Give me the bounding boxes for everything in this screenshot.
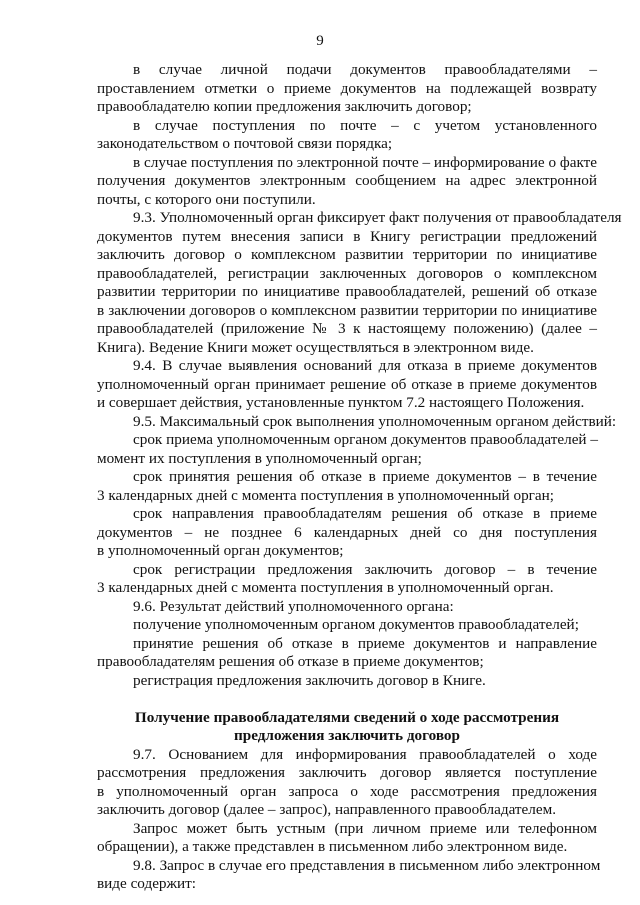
text-line: документов – не позднее 6 календарных дней со дня поступления	[97, 523, 597, 541]
text-line: получение уполномоченным органом документов правообладателей;	[133, 616, 579, 633]
text-line: законодательством о почтовой связи порядка;	[97, 135, 393, 152]
text-line: обращении), а также представлен в письменном либо электронном виде.	[97, 838, 568, 855]
text-line: 9.6. Результат действий уполномоченного органа:	[133, 597, 454, 615]
paragraph	[97, 505, 597, 561]
text-line: развитии территории по инициативе правообладателей, решений об отказе	[97, 283, 597, 300]
text-line: правообладателю копии предложения заключить договор;	[97, 98, 472, 115]
paragraph	[97, 412, 617, 432]
heading-line: предложения заключить договор	[234, 727, 460, 744]
text-line: рассмотрения предложения заключить договор является поступление	[97, 764, 597, 781]
text-line: 3 календарных дней с момента поступления в уполномоченный орган.	[97, 579, 554, 596]
text-line: 9.7. Основанием для информирования правообладателей о ходе	[133, 745, 597, 763]
paragraph	[97, 856, 601, 894]
text-line: Книга). Ведение Книги может осуществляться в электронном виде.	[97, 338, 534, 356]
text-line: уполномоченный орган принимает решение об отказе в приеме документов	[97, 375, 597, 393]
text-line: правообладателям решения об отказе в приеме документов;	[97, 653, 484, 670]
text-line: заключить договор о комплексном развитии территории по инициативе	[97, 246, 597, 263]
text-line: в уполномоченный орган запроса о ходе рассмотрения предложения	[97, 782, 597, 800]
page-number: 9	[316, 33, 324, 49]
text-line: момент их поступления в уполномоченный орган;	[97, 449, 422, 467]
text-line: в уполномоченный орган документов;	[97, 542, 344, 559]
text-line: в заключении договоров о комплексном развитии территории по инициативе	[97, 301, 597, 319]
text-line: срок регистрации предложения заключить договор – в течение	[133, 560, 597, 578]
paragraph	[97, 468, 597, 505]
text-line: Запрос может быть устным (при личном приеме или телефонном	[133, 819, 597, 837]
section-gap	[97, 690, 597, 709]
document-body	[97, 61, 622, 894]
text-line: в случае личной подачи документов правообладателями –	[133, 61, 597, 78]
paragraph	[97, 672, 597, 691]
text-line: срок приема уполномоченным органом документов правообладателей –	[133, 431, 598, 448]
paragraph	[97, 154, 597, 210]
text-line: в случае поступления по электронной почте – информирование о факте	[133, 153, 597, 171]
text-line: заключить договор (далее – запрос), направленного правообладателем.	[97, 801, 557, 818]
text-line: принятие решения об отказе в приеме документов и направление	[133, 634, 597, 652]
text-line: правообладателей (приложение № 3 к настоящему положению) (далее –	[97, 320, 597, 337]
text-line: срок направления правообладателям решения об отказе в приеме	[133, 505, 597, 522]
text-line: 3 календарных дней с момента поступления в уполномоченный орган;	[97, 486, 554, 504]
text-line: 9.5. Максимальный срок выполнения уполномоченным органом действий:	[133, 412, 617, 430]
text-line: виде содержит:	[97, 875, 197, 892]
text-line: 9.8. Запрос в случае его представления в письменном либо электронном	[133, 856, 601, 874]
text-line: проставлением отметки о приеме документов на подлежащей возврату	[97, 79, 597, 97]
text-line: документов путем внесения записи в Книгу регистрации предложений	[97, 227, 597, 245]
heading-line: Получение правообладателями сведений о ходе рассмотрения	[134, 708, 560, 726]
text-line: в случае поступления по почте – с учетом установленного	[133, 116, 597, 134]
text-line: регистрация предложения заключить договор в Книге.	[133, 671, 486, 689]
text-line: 9.4. В случае выявления оснований для отказа в приеме документов	[133, 357, 597, 374]
paragraph	[97, 746, 597, 820]
paragraph	[97, 209, 622, 357]
paragraph	[97, 431, 597, 468]
text-line: срок принятия решения об отказе в приеме документов – в течение	[133, 468, 597, 485]
paragraph	[97, 820, 597, 857]
paragraph	[97, 598, 597, 617]
section-heading	[97, 709, 597, 746]
text-line: правообладателей, регистрации заключенных договоров о комплексном	[97, 264, 597, 282]
text-line: и совершает действия, установленные пунктом 7.2 настоящего Положения.	[97, 394, 585, 411]
paragraph	[97, 61, 597, 117]
text-line: 9.3. Уполномоченный орган фиксирует факт получения от правообладателя	[133, 209, 622, 226]
paragraph	[97, 357, 597, 413]
paragraph	[97, 117, 597, 154]
paragraph	[97, 616, 597, 635]
paragraph	[97, 635, 597, 672]
text-line: получения документов электронным сообщением на адрес электронной	[97, 172, 597, 189]
paragraph	[97, 561, 597, 598]
text-line: почты, с которого они поступили.	[97, 190, 316, 208]
